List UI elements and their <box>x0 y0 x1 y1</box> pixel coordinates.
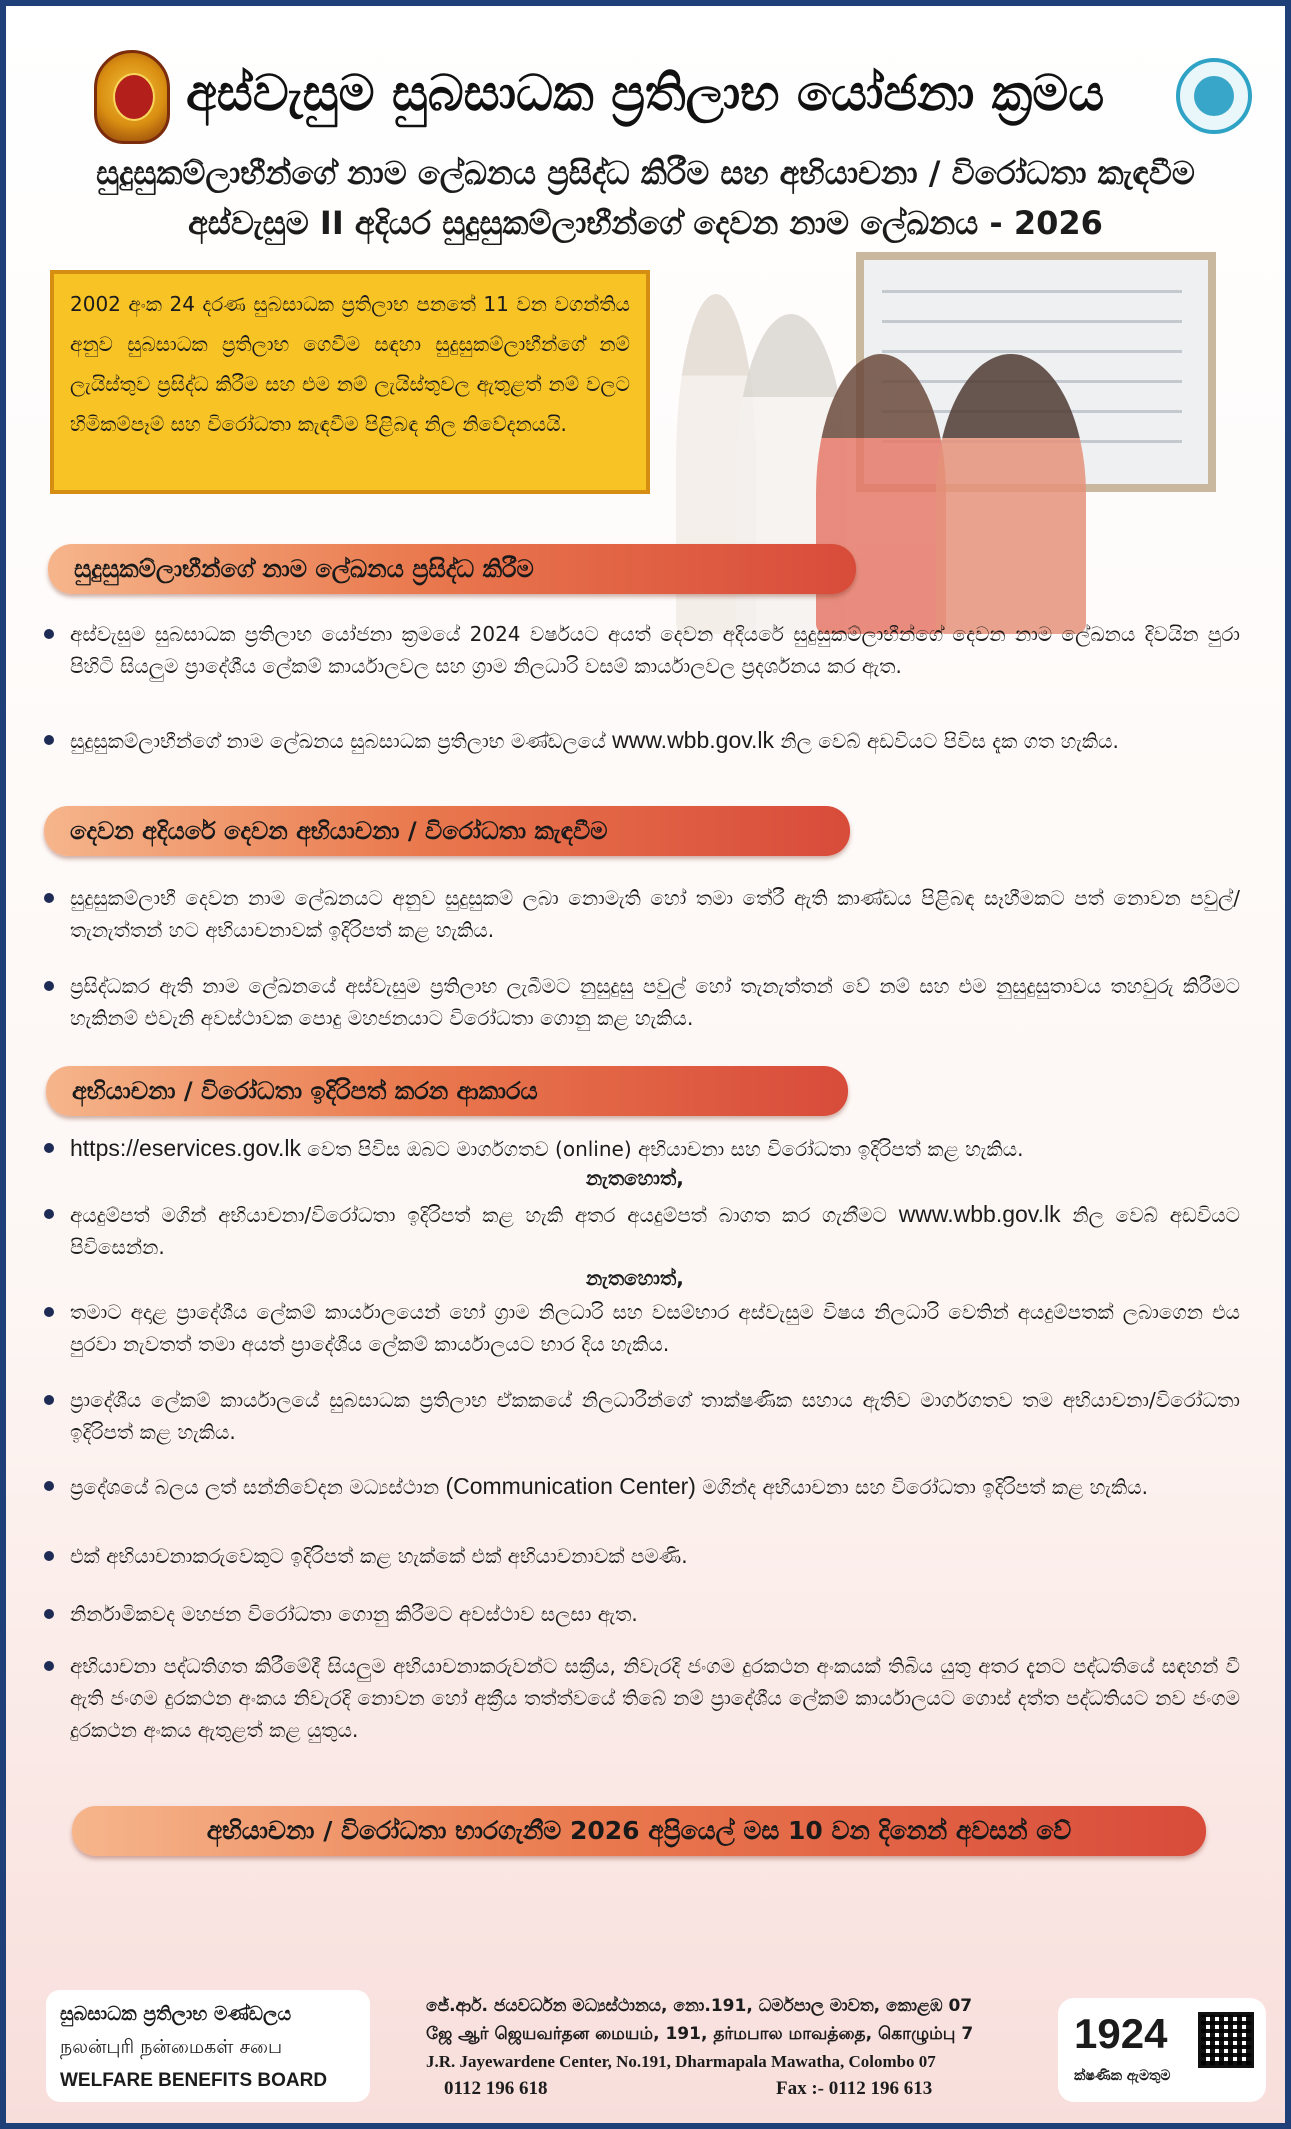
eservices-link[interactable]: https://eservices.gov.lk <box>70 1135 301 1161</box>
org-name-tamil: நலன்புரி நன்மைகள் சபை <box>60 2036 283 2058</box>
header <box>6 46 1285 146</box>
address-tamil: ஜே ஆர் ஜெயவர்தன மையம், 191, தர்மபால மாவத்தை, கொழும்பு 7 <box>426 2024 974 2044</box>
list-item: ප්‍රදේශයේ බලය ලත් සන්නිවේදන මධ්‍යස්ථාන (Communication Center) මගින්ද අභියාචනා සහ විරෝධතා ඉදිරිපත් කළ හැකිය. <box>40 1470 1240 1503</box>
list-item: එක් අභියාචනාකරුවෙකුට ඉදිරිපත් කළ හැක්කේ එක් අභියාචනාවක් පමණි. <box>40 1540 1240 1572</box>
list-item: https://eservices.gov.lk වෙත පිවිස ඔබට මාර්ගගතව (online) අභියාචනා සහ විරෝධතා ඉදිරිපත් කළ හැකිය. <box>40 1132 1240 1165</box>
section-heading-publish-list: සුදුසුකම්ලාභීන්ගේ නාම ලේඛනය ප්‍රසිද්ධ කිරීම <box>48 544 856 594</box>
list-item: සුදුසුකම්ලාභීන්ගේ නාම ලේඛනය සුබසාධක ප්‍රතිලාභ මණ්ඩලයේ www.wbb.gov.lk නිල වෙබ් අඩවියට පිවිස දැක ගත හැකිය. <box>40 724 1240 757</box>
bullet-icon <box>44 1481 54 1491</box>
address-english: J.R. Jayewardene Center, No.191, Dharmapala Mawatha, Colombo 07 <box>426 2052 936 2071</box>
bullet-icon <box>44 1661 54 1671</box>
address-sinhala: ජේ.ආර්. ජයවර්ධන මධ්‍යස්ථානය, නො.191, ධර්මපාල මාවත, කොළඹ 07 <box>426 1996 973 2016</box>
intro-notice: 2002 අංක 24 දරණ සුබසාධක ප්‍රතිලාභ පනතේ 11 වන වගන්තිය අනුව සුබසාධක ප්‍රතිලාභ ගෙවීම සඳහා සුදුසුකම්ලාභීන්ගේ නම් ලැයිස්තුව ප්‍රසිද්ධ කිරීම සහ එම නම් ලැයිස්තුවල ඇතුළත් නම් වලට හිමිකම්පෑම් සහ විරෝධතා කැඳවීම පිළිබඳ නිල නිවේදනයයි. <box>50 270 650 494</box>
list-item: අයදුම්පත් මගින් අභියාචනා/විරෝධතා ඉදිරිපත් කළ හැකි අතර අයදුම්පත් බාගත කර ගැනීමට www.wbb.gov.lk නිල වෙබ් අඩවියට පිවිසෙන්න. <box>40 1198 1240 1263</box>
list-item: ප්‍රාදේශීය ලේකම් කාර්යාලයේ සුබසාධක ප්‍රතිලාභ ඒකකයේ නිලධාරීන්ගේ තාක්ෂණික සහාය ඇතිව මාර්ගගතව තම අභියාචනා/විරෝධතා ඉදිරිපත් කළ හැකිය. <box>40 1384 1240 1448</box>
list-item: නිර්නාමිකවද මහජන විරෝධතා ගොනු කිරීමට අවස්ථාව සලසා ඇත. <box>40 1598 1240 1630</box>
wbb-website-link[interactable]: www.wbb.gov.lk <box>898 1201 1061 1227</box>
list-item: අභියාචනා පද්ධතිගත කිරීමේදී සියලුම අභියාචනාකරුවන්ට සක්‍රීය, නිවැරදි ජංගම දුරකථන අංකයක් තිබිය යුතු අතර දැනට පද්ධතියේ සඳහන් වී ඇති ජංගම දුරකථන අංකය නිවැරදි නොවන හෝ අක්‍රීය තත්ත්වයේ තිබේ නම් ප්‍රාදේශීය ලේකම් කාර්යාලයට ගොස් දත්ත පද්ධතියට නව ජංගම දුරකථන අංකය ඇතුළත් කළ යුතුය. <box>40 1650 1240 1746</box>
org-name-sinhala: සුබසාධක ප්‍රතිලාභ මණ්ඩලය <box>60 2003 292 2025</box>
hotline-label: ක්ෂණික ඇමතුම <box>1074 2068 1171 2084</box>
or-separator: නැතහොත්, <box>586 1166 684 1190</box>
page-title: අස්වැසුම සුබසාධක ප්‍රතිලාභ යෝජනා ක්‍රමය <box>186 64 1105 122</box>
fax-number: Fax :- 0112 196 613 <box>776 2078 933 2099</box>
bullet-icon <box>44 1209 54 1219</box>
org-name-english: WELFARE BENEFITS BOARD <box>60 2070 328 2091</box>
qr-code-icon <box>1198 2012 1254 2068</box>
section-heading-how-to-submit: අභියාචනා / විරෝධතා ඉදිරිපත් කරන ආකාරය <box>46 1066 848 1116</box>
list-item: ප්‍රසිද්ධකර ඇති නාම ලේඛනයේ අස්වැසුම ප්‍රතිලාභ ලැබීමට නුසුදුසු පවුල් හෝ තැනැත්තන් වේ නම් සහ එම නුසුදුසුතාවය තහවුරු කිරීමට හැකිනම් එවැනි අවස්ථාවක පොදු මහජනයාට විරෝධතා ගොනු කළ හැකිය. <box>40 970 1240 1034</box>
bullet-icon <box>44 1307 54 1317</box>
footer <box>6 1972 1285 2122</box>
list-item: අස්වැසුම සුබසාධක ප්‍රතිලාභ යෝජනා ක්‍රමයේ 2024 වර්ෂයට අයත් දෙවන අදියරේ සුදුසුකම්ලාභීන්ගේ දෙවන නාම ලේඛනය දිවයින පුරා පිහිටි සියලුම ප්‍රාදේශීය ලේකම් කාර්යාලවල සහ ග්‍රාම නිලධාරි වසම් කාර්යාලවල ප්‍රදර්ශනය කර ඇත. <box>40 618 1240 682</box>
section-heading-second-appeals: දෙවන අදියරේ දෙවන අභියාචනා / විරෝධතා කැඳවීම <box>44 806 850 856</box>
list-item: සුදුසුකම්ලාභී දෙවන නාම ලේඛනයට අනුව සුදුසුකම් ලබා නොමැති හෝ තමා තේරී ඇති කාණ්ඩය පිළිබඳ සෑහීමකට පත් නොවන පවුල්/ තැනැත්තන් හට අභියාචනාවක් ඉදිරිපත් කළ හැකිය. <box>40 882 1240 946</box>
bullet-icon <box>44 1395 54 1405</box>
bullet-icon <box>44 629 54 639</box>
sri-lanka-emblem-icon <box>94 50 170 144</box>
bullet-icon <box>44 1143 54 1153</box>
hotline-box <box>1058 1998 1266 2102</box>
or-separator: නැතහොත්, <box>586 1266 684 1290</box>
address-block <box>426 1992 1046 2076</box>
wbb-logo-icon <box>1176 58 1252 134</box>
bullet-icon <box>44 1609 54 1619</box>
wbb-footer-logo <box>46 1990 370 2102</box>
subtitle-2: අස්වැසුම II අදියර සුදුසුකම්ලාභීන්ගේ දෙවන නාම ලේඛනය - 2026 <box>188 204 1103 242</box>
list-item: තමාට අදාළ ප්‍රාදේශීය ලේකම් කාර්යාලයෙන් හෝ ග්‍රාම නිලධාරි සහ වසම්භාර අස්වැසුම විෂය නිලධාරි වෙතින් අයදුම්පතක් ලබාගෙන එය පුරවා නැවතත් තමා අයත් ප්‍රාදේශීය ලේකම් කාර්යාලයට භාර දිය හැකිය. <box>40 1296 1240 1360</box>
bullet-icon <box>44 893 54 903</box>
bullet-icon <box>44 1551 54 1561</box>
hotline-number: 1924 <box>1074 2010 1168 2057</box>
wbb-website-link[interactable]: www.wbb.gov.lk <box>612 727 775 753</box>
bullet-icon <box>44 981 54 991</box>
subtitle-1: සුදුසුකම්ලාභීන්ගේ නාම ලේඛනය ප්‍රසිද්ධ කිරීම සහ අභියාචනා / විරෝධතා කැඳවීම <box>96 154 1195 192</box>
deadline-banner: අභියාචනා / විරෝධතා භාරගැනීම 2026 අප්‍රියෙල් මස 10 වන දිනෙන් අවසන් වේ <box>72 1806 1206 1856</box>
bullet-icon <box>44 735 54 745</box>
phone-number: 0112 196 618 <box>444 2078 548 2099</box>
